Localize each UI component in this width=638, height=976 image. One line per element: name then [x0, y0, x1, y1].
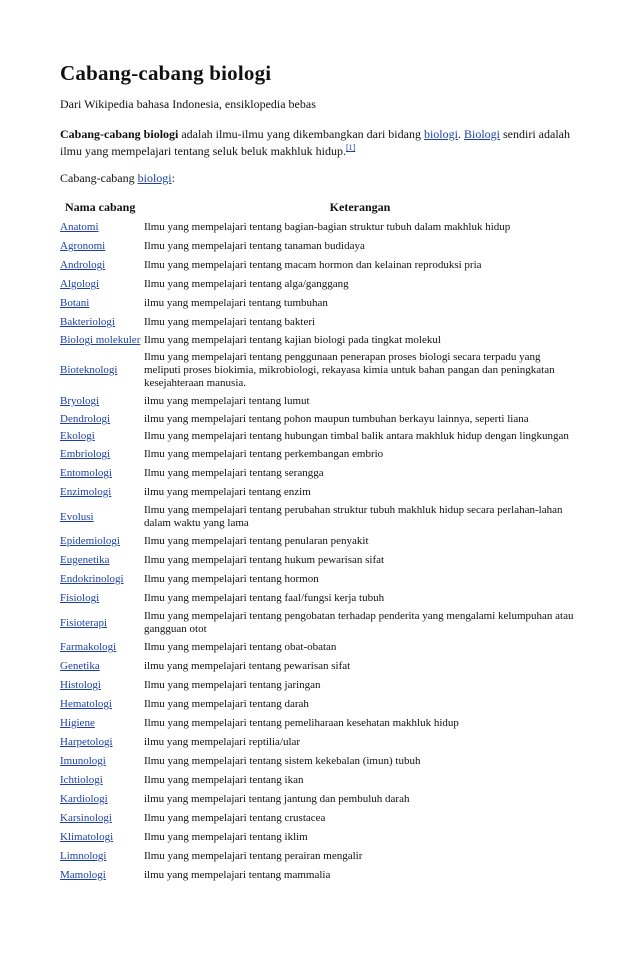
- table-row: [60, 551, 576, 570]
- table-row: [60, 847, 576, 866]
- branch-link[interactable]: Bryologi: [60, 395, 100, 407]
- branch-link[interactable]: Karsinologi: [60, 812, 112, 824]
- branch-cell: [60, 790, 144, 809]
- table-row: [60, 752, 576, 771]
- branch-cell: [60, 714, 144, 733]
- description-cell: Ilmu yang mempelajari tentang tanaman budidaya: [144, 240, 365, 252]
- page-subtitle: Dari Wikipedia bahasa Indonesia, ensiklopedia bebas: [60, 97, 316, 111]
- table-row: [60, 349, 576, 392]
- branch-link[interactable]: Bioteknologi: [60, 364, 118, 376]
- header-nama-cabang: Nama cabang: [65, 200, 136, 214]
- branch-link[interactable]: Epidemiologi: [60, 535, 120, 547]
- branch-cell: [60, 256, 144, 275]
- description-cell: ilmu yang mempelajari tentang pewarisan sifat: [144, 660, 351, 672]
- description-cell: Ilmu yang mempelajari tentang perubahan struktur tubuh makhluk hidup secara perlahan-lahan dalam waktu yang lama: [144, 504, 563, 529]
- branch-cell: [60, 733, 144, 752]
- branch-link[interactable]: Kardiologi: [60, 793, 108, 805]
- table-row: [60, 411, 576, 428]
- branch-link[interactable]: Endokrinologi: [60, 573, 124, 585]
- branch-cell: [60, 828, 144, 847]
- branch-link[interactable]: Imunologi: [60, 755, 106, 767]
- table-row: [60, 790, 576, 809]
- branch-cell: [60, 532, 144, 551]
- branch-cell: [60, 502, 144, 532]
- branch-link[interactable]: Farmakologi: [60, 641, 117, 653]
- description-cell: Ilmu yang mempelajari tentang perkembangan embrio: [144, 448, 384, 460]
- table-row: [60, 532, 576, 551]
- cabang-suffix: :: [171, 171, 175, 185]
- table-row: [60, 428, 576, 445]
- reference-link[interactable]: [1]: [345, 143, 356, 152]
- description-cell: Ilmu yang mempelajari tentang crustacea: [144, 812, 326, 824]
- table-row: [60, 502, 576, 532]
- branch-cell: [60, 695, 144, 714]
- branch-cell: [60, 392, 144, 411]
- branch-link[interactable]: Embriologi: [60, 448, 111, 460]
- table-row: [60, 392, 576, 411]
- article: [60, 58, 580, 885]
- branch-link[interactable]: Anatomi: [60, 221, 99, 233]
- branch-cell: [60, 237, 144, 256]
- page-title: Cabang-cabang biologi: [60, 61, 272, 85]
- branch-link[interactable]: Agronomi: [60, 240, 106, 252]
- intro-text-1: adalah ilmu-ilmu yang dikembangkan dari bidang: [178, 127, 424, 141]
- branch-cell: [60, 847, 144, 866]
- description-cell: Ilmu yang mempelajari tentang hukum pewarisan sifat: [144, 554, 385, 566]
- description-cell: ilmu yang mempelajari tentang lumut: [144, 395, 310, 407]
- link-biologi-3[interactable]: biologi: [137, 171, 172, 185]
- table-row: [60, 483, 576, 502]
- table-row: [60, 657, 576, 676]
- description-cell: Ilmu yang mempelajari tentang hubungan timbal balik antara makhluk hidup dengan lingkungan: [144, 430, 569, 442]
- link-biologi-1[interactable]: biologi: [423, 127, 458, 141]
- table-row: [60, 570, 576, 589]
- table-row: [60, 589, 576, 608]
- branch-link[interactable]: Dendrologi: [60, 413, 111, 425]
- table-row: [60, 733, 576, 752]
- description-cell: Ilmu yang mempelajari tentang pengobatan terhadap penderita yang mengalami kelumpuhan atau gangguan otot: [144, 610, 574, 635]
- branch-link[interactable]: Ichtiologi: [60, 774, 103, 786]
- intro-text-2: .: [457, 127, 464, 141]
- branch-cell: [60, 809, 144, 828]
- description-cell: ilmu yang mempelajari reptilia/ular: [144, 736, 301, 748]
- branch-link[interactable]: Harpetologi: [60, 736, 113, 748]
- branch-link[interactable]: Hematologi: [60, 698, 112, 710]
- table-row: [60, 237, 576, 256]
- link-biologi-2[interactable]: Biologi: [463, 127, 500, 141]
- branch-link[interactable]: Limnologi: [60, 850, 107, 862]
- table-body: [60, 218, 576, 885]
- cabang-text: Cabang-cabang: [60, 171, 138, 185]
- branches-table: [60, 200, 576, 885]
- description-cell: Ilmu yang mempelajari tentang iklim: [144, 831, 308, 843]
- description-cell: ilmu yang mempelajari tentang enzim: [144, 486, 311, 498]
- branch-cell: [60, 570, 144, 589]
- description-cell: Ilmu yang mempelajari tentang serangga: [144, 467, 324, 479]
- table-row: [60, 445, 576, 464]
- table-row: [60, 828, 576, 847]
- table-row: [60, 256, 576, 275]
- table-row: [60, 464, 576, 483]
- branch-link[interactable]: Eugenetika: [60, 554, 110, 566]
- branch-link[interactable]: Entomologi: [60, 467, 112, 479]
- branch-cell: [60, 294, 144, 313]
- cabang-line: [60, 170, 580, 186]
- description-cell: ilmu yang mempelajari tentang mammalia: [144, 869, 331, 881]
- branch-cell: [60, 771, 144, 790]
- description-cell: Ilmu yang mempelajari tentang jaringan: [144, 679, 321, 691]
- description-cell: Ilmu yang mempelajari tentang alga/ganggang: [144, 278, 349, 290]
- description-cell: Ilmu yang mempelajari tentang bakteri: [144, 316, 316, 328]
- table-header-row: [60, 200, 576, 218]
- branch-cell: [60, 676, 144, 695]
- branch-link[interactable]: Higiene: [60, 717, 95, 729]
- description-cell: Ilmu yang mempelajari tentang macam hormon dan kelainan reproduksi pria: [144, 259, 482, 271]
- branch-cell: [60, 349, 144, 392]
- description-cell: Ilmu yang mempelajari tentang hormon: [144, 573, 319, 585]
- branch-link[interactable]: Klimatologi: [60, 831, 114, 843]
- branch-cell: [60, 551, 144, 570]
- description-cell: ilmu yang mempelajari tentang pohon maupun tumbuhan berkayu lainnya, seperti liana: [144, 413, 529, 425]
- table-row: [60, 294, 576, 313]
- description-cell: Ilmu yang mempelajari tentang penggunaan penerapan proses biologi secara terpadu yang meliputi proses biokimia, mikrobiologi, rekayasa kimia untuk bahan pangan dan peningkatan kesejahteraan manusia.: [144, 351, 555, 389]
- branch-cell: [60, 275, 144, 294]
- branch-cell: [60, 589, 144, 608]
- branch-link[interactable]: Fisioterapi: [60, 616, 108, 629]
- branch-link[interactable]: Andrologi: [60, 259, 106, 271]
- description-cell: Ilmu yang mempelajari tentang darah: [144, 698, 309, 710]
- branch-link[interactable]: Mamologi: [60, 869, 106, 881]
- branch-link[interactable]: Fisiologi: [60, 592, 100, 604]
- branch-link[interactable]: Algologi: [60, 278, 100, 290]
- description-cell: Ilmu yang mempelajari tentang obat-obatan: [144, 641, 337, 653]
- table-row: [60, 332, 576, 349]
- table-row: [60, 771, 576, 790]
- branch-cell: [60, 313, 144, 332]
- table-row: [60, 275, 576, 294]
- description-cell: Ilmu yang mempelajari tentang ikan: [144, 774, 304, 786]
- table-row: [60, 809, 576, 828]
- intro-paragraph: [60, 126, 580, 160]
- table-row: [60, 218, 576, 237]
- table-row: [60, 866, 576, 885]
- description-cell: ilmu yang mempelajari tentang jantung dan pembuluh darah: [144, 793, 410, 805]
- table-row: [60, 313, 576, 332]
- description-cell: Ilmu yang mempelajari tentang penularan penyakit: [144, 535, 369, 547]
- branch-cell: [60, 445, 144, 464]
- branch-cell: [60, 657, 144, 676]
- table-row: [60, 638, 576, 657]
- branch-link[interactable]: Evolusi: [60, 510, 94, 523]
- branch-link[interactable]: Histologi: [60, 679, 101, 691]
- branch-link[interactable]: Botani: [60, 297, 90, 309]
- branch-cell: [60, 638, 144, 657]
- branch-cell: [60, 608, 144, 638]
- branch-link[interactable]: Genetika: [60, 660, 100, 672]
- table-row: [60, 608, 576, 638]
- branch-cell: [60, 428, 144, 445]
- branch-cell: [60, 411, 144, 428]
- branch-cell: [60, 332, 144, 349]
- description-cell: Ilmu yang mempelajari tentang kajian biologi pada tingkat molekul: [144, 334, 441, 346]
- intro-bold-term: Cabang-cabang biologi: [60, 127, 179, 141]
- branch-link[interactable]: Bakteriologi: [60, 316, 115, 328]
- table-row: [60, 695, 576, 714]
- branch-cell: [60, 483, 144, 502]
- description-cell: Ilmu yang mempelajari tentang perairan mengalir: [144, 850, 363, 862]
- branch-link[interactable]: Ekologi: [60, 430, 95, 442]
- branch-cell: [60, 218, 144, 237]
- header-keterangan: Keterangan: [329, 200, 391, 214]
- description-cell: Ilmu yang mempelajari tentang bagian-bagian struktur tubuh dalam makhluk hidup: [144, 221, 511, 233]
- description-cell: Ilmu yang mempelajari tentang sistem kekebalan (imun) tubuh: [144, 755, 421, 767]
- table-row: [60, 676, 576, 695]
- description-cell: Ilmu yang mempelajari tentang faal/fungsi kerja tubuh: [144, 592, 385, 604]
- description-cell: Ilmu yang mempelajari tentang pemeliharaan kesehatan makhluk hidup: [144, 717, 459, 729]
- intro-text-3: sendiri adalah ilmu yang mempelajari tentang seluk beluk makhluk hidup.: [60, 127, 570, 158]
- description-cell: ilmu yang mempelajari tentang tumbuhan: [144, 297, 328, 309]
- branch-cell: [60, 866, 144, 885]
- branch-cell: [60, 464, 144, 483]
- table-row: [60, 714, 576, 733]
- branch-link[interactable]: Biologi molekuler: [60, 334, 141, 346]
- branch-link[interactable]: Enzimologi: [60, 486, 112, 498]
- branch-cell: [60, 752, 144, 771]
